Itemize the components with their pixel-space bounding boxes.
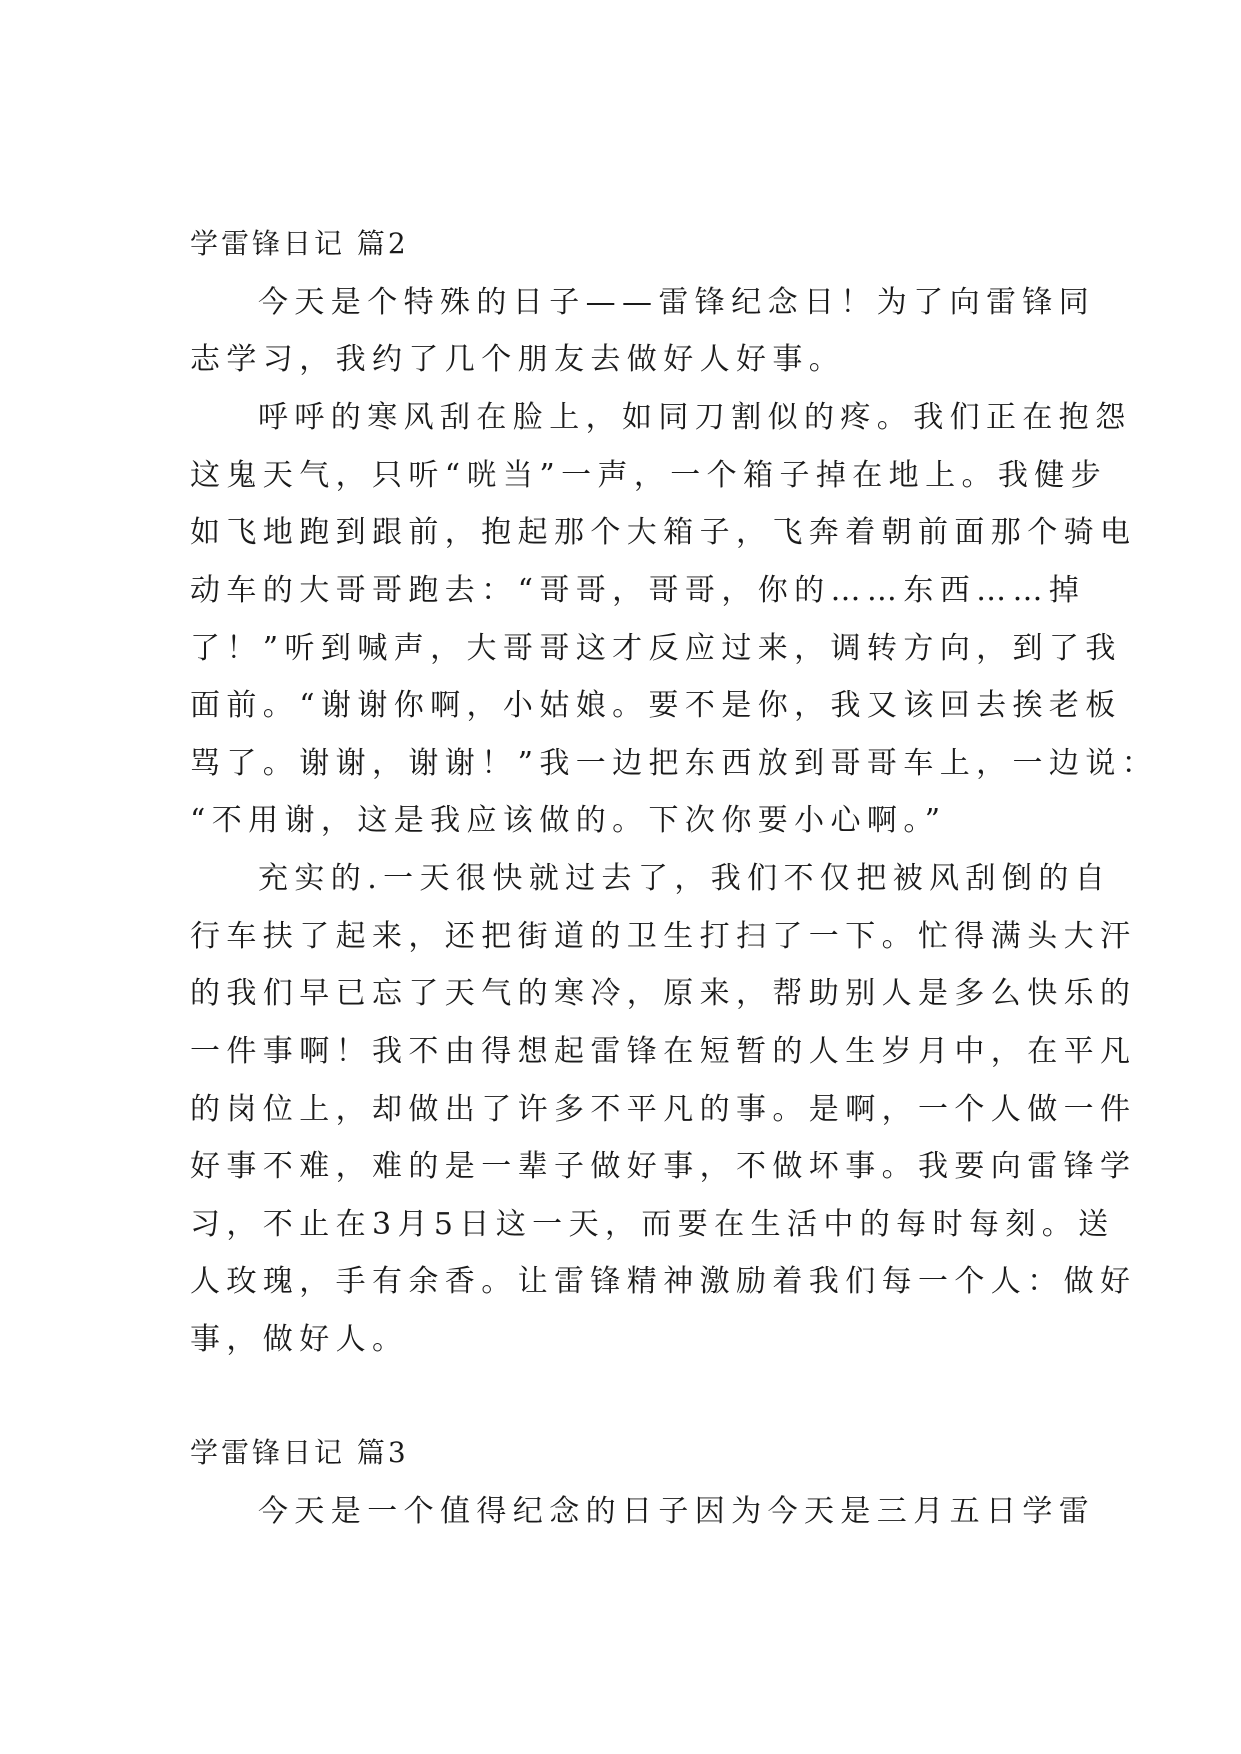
section-heading: 学雷锋日记 篇3 bbox=[190, 1436, 409, 1469]
paragraph-line: 的我们早已忘了天气的寒冷，原来，帮助别人是多么快乐的 bbox=[190, 976, 1137, 1011]
paragraph-line: 这鬼天气，只听“咣当”一声，一个箱子掉在地上。我健步 bbox=[190, 458, 1108, 493]
paragraph-line: 呼呼的寒风刮在脸上，如同刀割似的疼。我们正在抱怨 bbox=[258, 400, 1132, 435]
paragraph-line: 事，做好人。 bbox=[190, 1322, 409, 1357]
paragraph-line: 习，不止在3月5日这一天，而要在生活中的每时每刻。送 bbox=[190, 1207, 1115, 1242]
paragraph-line: 充实的.一天很快就过去了，我们不仅把被风刮倒的自 bbox=[258, 861, 1112, 896]
section-heading: 学雷锋日记 篇2 bbox=[190, 227, 409, 260]
paragraph-line: 动车的大哥哥跑去：“哥哥，哥哥，你的……东西……掉 bbox=[190, 573, 1086, 608]
paragraph-line: 一件事啊！我不由得想起雷锋在短暂的人生岁月中，在平凡 bbox=[190, 1034, 1137, 1069]
paragraph-line: 今天是个特殊的日子——雷锋纪念日！为了向雷锋同 bbox=[258, 285, 1096, 320]
paragraph-line: 好事不难，难的是一辈子做好事，不做坏事。我要向雷锋学 bbox=[190, 1149, 1137, 1184]
paragraph-line: “不用谢，这是我应该做的。下次你要小心啊。” bbox=[190, 803, 947, 838]
paragraph-line: 骂了。谢谢，谢谢！”我一边把东西放到哥哥车上，一边说： bbox=[190, 746, 1159, 781]
paragraph-line: 行车扶了起来，还把街道的卫生打扫了一下。忙得满头大汗 bbox=[190, 919, 1137, 954]
paragraph-line: 志学习，我约了几个朋友去做好人好事。 bbox=[190, 342, 846, 377]
paragraph-line: 今天是一个值得纪念的日子因为今天是三月五日学雷 bbox=[258, 1494, 1096, 1529]
paragraph-line: 了！”听到喊声，大哥哥这才反应过来，调转方向，到了我 bbox=[190, 631, 1122, 666]
paragraph-line: 人玫瑰，手有余香。让雷锋精神激励着我们每一个人：做好 bbox=[190, 1264, 1137, 1299]
paragraph-line: 如飞地跑到跟前，抱起那个大箱子，飞奔着朝前面那个骑电 bbox=[190, 515, 1137, 550]
paragraph-line: 面前。“谢谢你啊，小姑娘。要不是你，我又该回去挨老板 bbox=[190, 688, 1122, 723]
paragraph-line: 的岗位上，却做出了许多不平凡的事。是啊，一个人做一件 bbox=[190, 1092, 1137, 1127]
